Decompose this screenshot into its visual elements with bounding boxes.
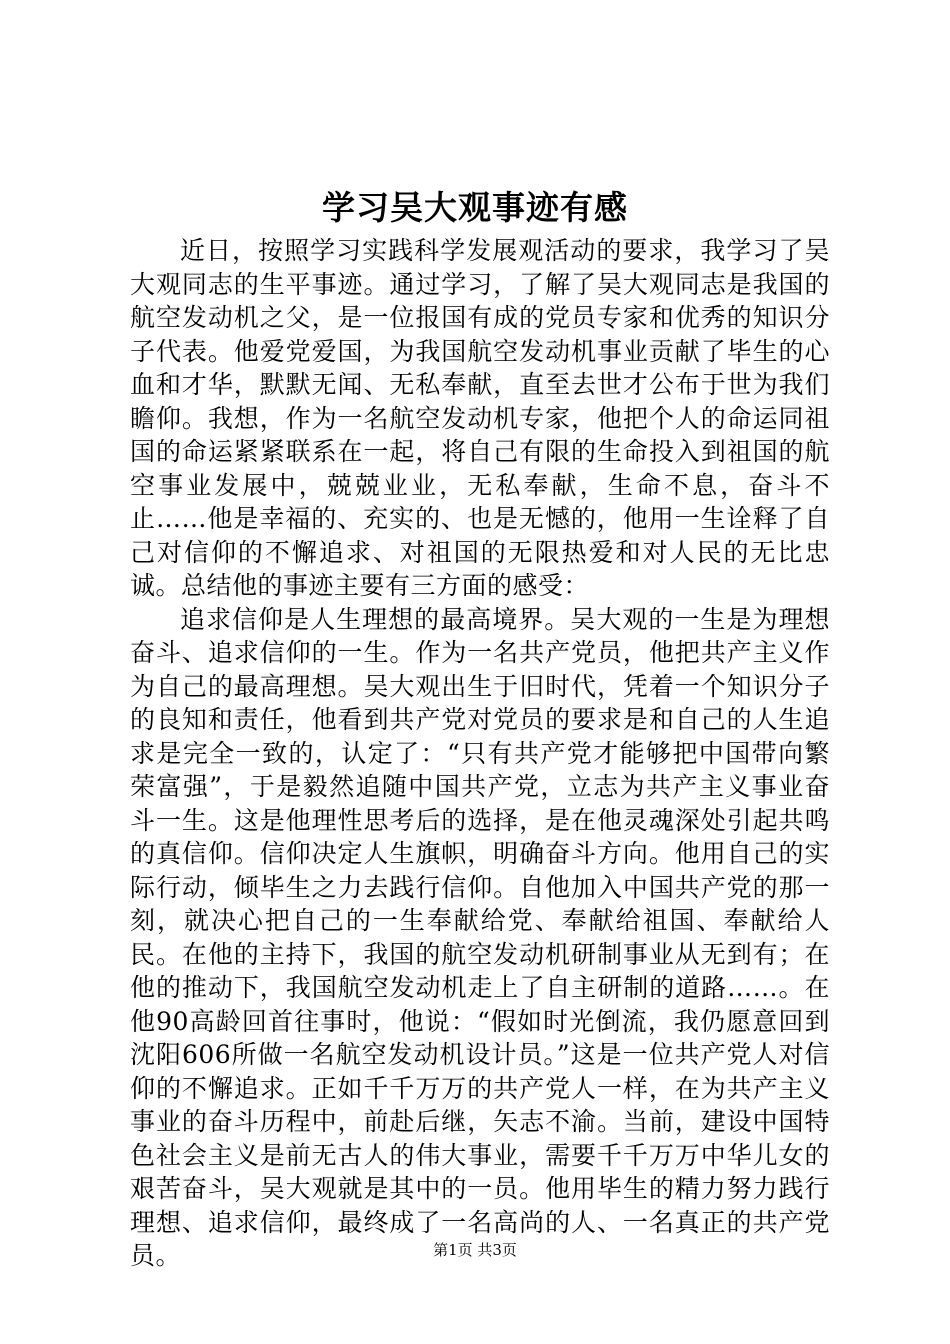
paragraph-belief: 追求信仰是人生理想的最高境界。吴大观的一生是为理想奋斗、追求信仰的一生。作为一名共产党员，他把共产主义作为自己的最高理想。吴大观出生于旧时代，凭着一个知识分子的良知和责任，他看到共产党对党员的要求是和自己的人生追求是完全一致的，认定了：“只有共产党才能够把中国带向繁荣富强”，于是毅然追随中国共产党，立志为共产主义事业奋斗一生。这是他理性思考后的选择，是在他灵魂深处引起共鸣的真信仰。信仰决定人生旗帜，明确奋斗方向。他用自己的实际行动，倾毕生之力去践行信仰。自他加入中国共产党的那一刻，就决心把自己的一生奉献给党、奉献给祖国、奉献给人民。在他的主持下，我国的航空发动机研制事业从无到有；在他的推动下，我国航空发动机走上了自主研制的道路……。在他90高龄回首往事时，他说：“假如时光倒流，我仍愿意回到沈阳606所做一名航空发动机设计员。”这是一位共产党人对信仰的不懈追求。正如千千万万的共产党人一样，在为共产主义事业的奋斗历程中，前赴后继，矢志不渝。当前，建设中国特色社会主义是前无古人的伟大事业，需要千千万万中华儿女的艰苦奋斗，吴大观就是其中的一员。他用毕生的精力努力践行理想、追求信仰，最终成了一名高尚的人、一名真正的共产党员。	[130, 604, 830, 1270]
page-footer: 第1页 共3页	[433, 1241, 517, 1259]
document-body	[130, 234, 830, 1273]
page-title: 学习吴大观事迹有感	[322, 188, 628, 227]
paragraph-intro: 近日，按照学习实践科学发展观活动的要求，我学习了吴大观同志的生平事迹。通过学习，了解了吴大观同志是我国的航空发动机之父，是一位报国有成的党员专家和优秀的知识分子代表。他爱党爱国，为我国航空发动机事业贡献了毕生的心血和才华，默默无闻、无私奉献，直至去世才公布于世为我们瞻仰。我想，作为一名航空发动机专家，他把个人的命运同祖国的命运紧紧联系在一起，将自己有限的生命投入到祖国的航空事业发展中，兢兢业业，无私奉献，生命不息，奋斗不止……他是幸福的、充实的、也是无憾的，他用一生诠释了自己对信仰的不懈追求、对祖国的无限热爱和对人民的无比忠诚。总结他的事迹主要有三方面的感受：	[130, 236, 830, 600]
